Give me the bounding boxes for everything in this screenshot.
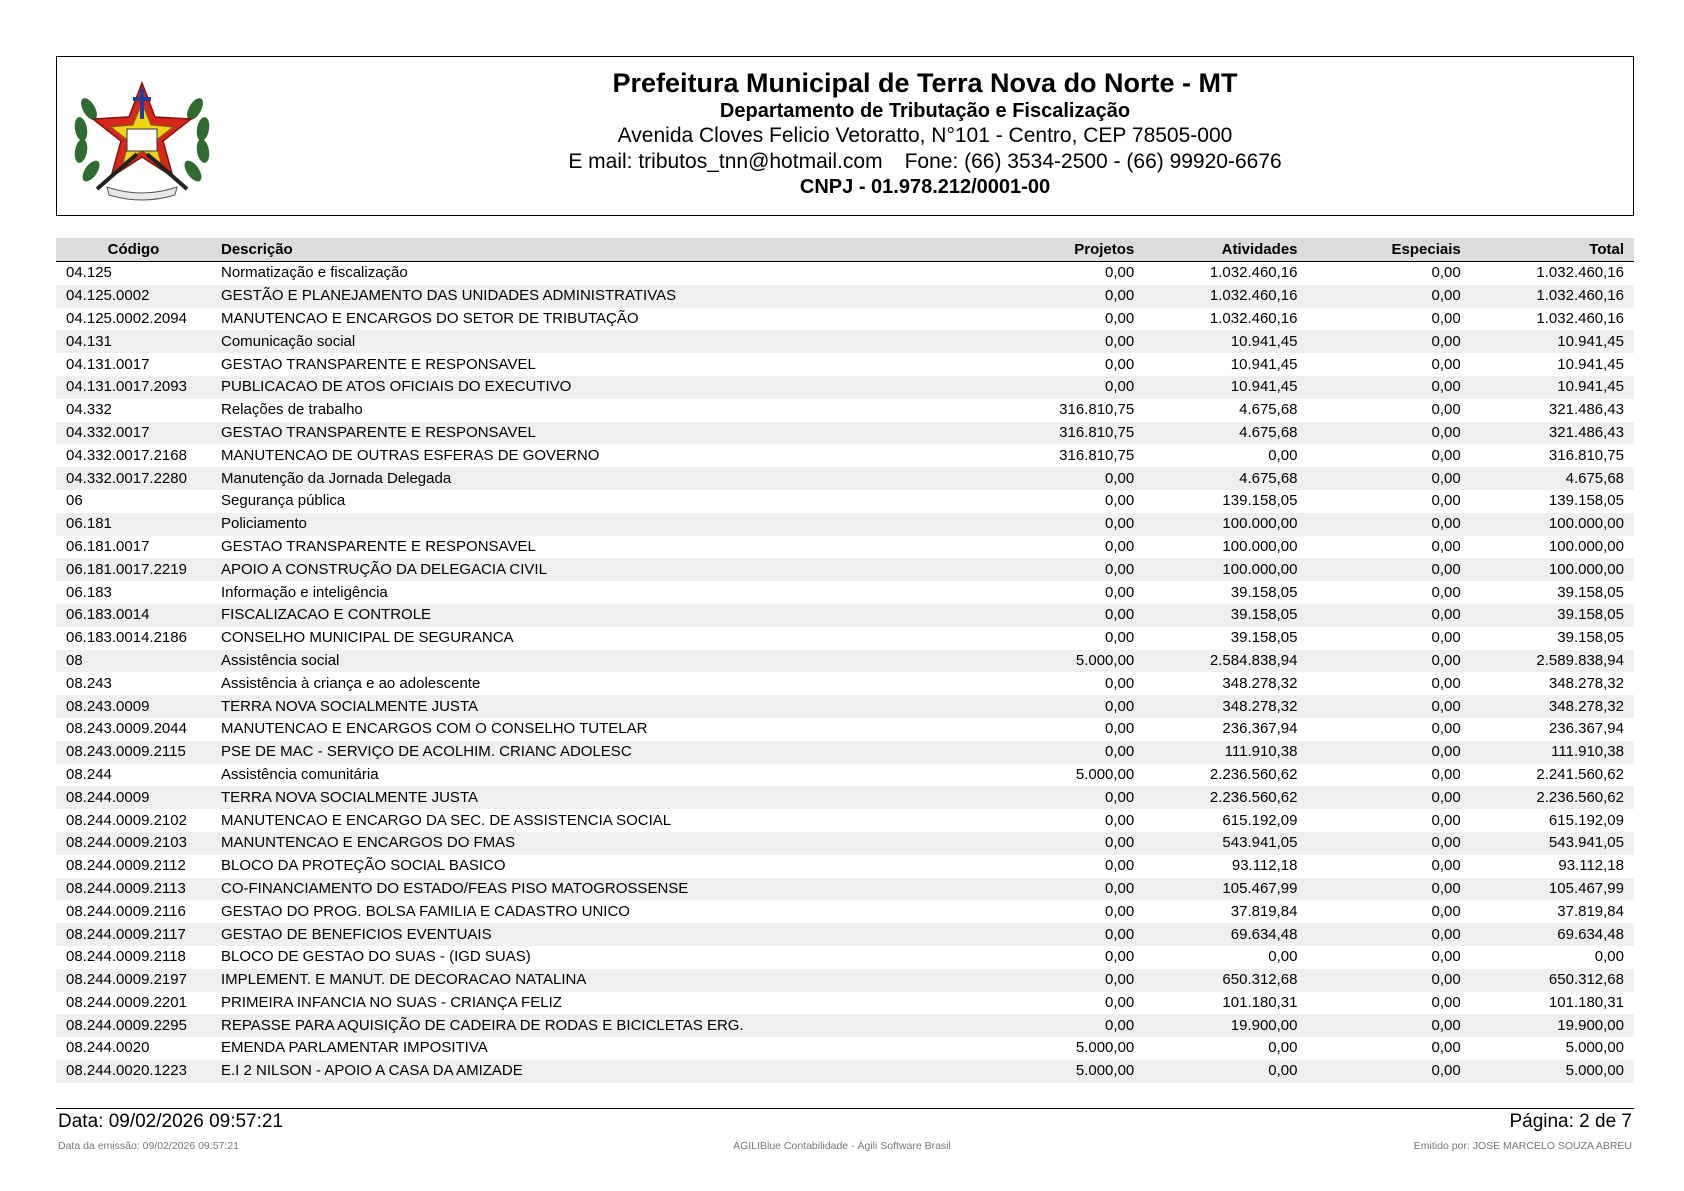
cell-total: 37.819,84	[1557, 902, 1624, 920]
cell-total: 236.367,94	[1548, 720, 1624, 738]
cell-descricao: Normatização e fiscalização	[221, 264, 408, 282]
cell-atividades: 0,00	[1144, 1060, 1307, 1083]
cell-codigo: 08.243.0009.2044	[66, 720, 187, 738]
cell-especiais: 0,00	[1308, 741, 1471, 764]
address-line: Avenida Cloves Felicio Vetoratto, N°101 - Centro, CEP 78505-000	[617, 124, 1233, 147]
report-header	[56, 56, 1634, 216]
table-row	[56, 878, 1634, 901]
cell-projetos: 0,00	[1105, 629, 1135, 647]
cell-projetos: 0,00	[1105, 857, 1135, 875]
table-row	[56, 832, 1634, 855]
cell-descricao: IMPLEMENT. E MANUT. DE DECORACAO NATALINA	[211, 969, 981, 992]
cell-projetos: 0,00	[1105, 583, 1135, 601]
cell-descricao: BLOCO DE GESTAO DO SUAS - (IGD SUAS)	[221, 948, 531, 966]
cell-especiais: 0,00	[1431, 857, 1461, 875]
table-row	[56, 1014, 1634, 1037]
cell-descricao: EMENDA PARLAMENTAR IMPOSITIVA	[221, 1039, 488, 1057]
cell-descricao: FISCALIZACAO E CONTROLE	[211, 604, 981, 627]
cell-descricao: GESTAO DO PROG. BOLSA FAMILIA E CADASTRO UNICO	[221, 902, 630, 920]
cell-codigo: 04.131.0017.2093	[56, 376, 211, 399]
cell-descricao: TERRA NOVA SOCIALMENTE JUSTA	[211, 695, 981, 718]
cell-atividades: 37.819,84	[1230, 902, 1298, 920]
cell-especiais: 0,00	[1308, 604, 1471, 627]
cell-especiais: 0,00	[1431, 902, 1461, 920]
table-row	[56, 695, 1634, 718]
cell-atividades: 615.192,09	[1222, 811, 1298, 829]
cell-projetos: 0,00	[1105, 811, 1135, 829]
cell-total: 348.278,32	[1471, 695, 1634, 718]
cell-codigo: 04.125.0002.2094	[66, 309, 187, 327]
cell-especiais: 0,00	[1431, 583, 1461, 601]
table-row	[56, 513, 1634, 536]
cell-descricao: Comunicação social	[211, 330, 981, 353]
table-row	[56, 900, 1634, 923]
cell-projetos: 0,00	[981, 969, 1144, 992]
cell-projetos: 5.000,00	[1075, 1039, 1135, 1057]
cell-atividades: 100.000,00	[1144, 558, 1307, 581]
cell-descricao: CO-FINANCIAMENTO DO ESTADO/FEAS PISO MATOGROSSENSE	[211, 878, 981, 901]
table-row	[56, 285, 1634, 308]
cell-total: 100.000,00	[1471, 558, 1634, 581]
cell-especiais: 0,00	[1308, 832, 1471, 855]
cell-total: 348.278,32	[1548, 674, 1624, 692]
table-row	[56, 764, 1634, 787]
cell-projetos: 0,00	[1105, 492, 1135, 510]
cell-codigo: 04.332.0017.2168	[66, 446, 187, 464]
cell-total: 2.589.838,94	[1471, 650, 1634, 673]
cell-projetos: 5.000,00	[981, 650, 1144, 673]
cell-especiais: 0,00	[1431, 355, 1461, 373]
cell-descricao: Assistência social	[211, 650, 981, 673]
header-text-block	[257, 67, 1593, 200]
cell-total: 1.032.460,16	[1536, 264, 1624, 282]
table-row	[56, 650, 1634, 673]
table-row	[56, 969, 1634, 992]
table-row	[56, 399, 1634, 422]
cell-codigo: 04.332	[66, 401, 112, 419]
cell-codigo: 08.243	[66, 674, 112, 692]
column-header-atividades: Atividades	[1144, 238, 1307, 262]
cell-descricao: GESTAO TRANSPARENTE E RESPONSAVEL	[211, 422, 981, 445]
cell-total: 10.941,45	[1557, 355, 1624, 373]
cell-codigo: 04.131.0017	[66, 355, 150, 373]
cell-codigo: 06.183	[66, 583, 112, 601]
column-header-codigo: Código	[56, 238, 211, 262]
cell-descricao: PRIMEIRA INFANCIA NO SUAS - CRIANÇA FELIZ	[221, 993, 562, 1011]
cell-descricao: E.I 2 NILSON - APOIO A CASA DA AMIZADE	[211, 1060, 981, 1083]
table-row	[56, 923, 1634, 946]
cell-atividades: 0,00	[1268, 1039, 1298, 1057]
cell-codigo: 08.243.0009.2115	[56, 741, 211, 764]
cell-atividades: 105.467,99	[1144, 878, 1307, 901]
cell-projetos: 0,00	[981, 604, 1144, 627]
cell-atividades: 69.634,48	[1144, 923, 1307, 946]
cell-descricao: Informação e inteligência	[221, 583, 388, 601]
cell-total: 615.192,09	[1548, 811, 1624, 829]
cell-atividades: 93.112,18	[1231, 857, 1298, 875]
cell-projetos: 5.000,00	[981, 1060, 1144, 1083]
cell-especiais: 0,00	[1431, 993, 1461, 1011]
cell-total: 19.900,00	[1471, 1014, 1634, 1037]
cell-atividades: 2.236.560,62	[1209, 765, 1298, 783]
table-header-row	[56, 238, 1634, 262]
cell-atividades: 10.941,45	[1144, 376, 1307, 399]
table-row	[56, 946, 1634, 969]
cell-codigo: 04.125.0002	[56, 285, 211, 308]
cell-projetos: 0,00	[981, 786, 1144, 809]
table-row	[56, 536, 1634, 559]
cell-projetos: 0,00	[1105, 355, 1135, 373]
budget-table-container	[56, 238, 1634, 1083]
cell-codigo: 06.183.0014	[56, 604, 211, 627]
cell-descricao: MANUTENCAO E ENCARGO DA SEC. DE ASSISTENCIA SOCIAL	[221, 811, 672, 829]
cell-especiais: 0,00	[1308, 285, 1471, 308]
cell-total: 5.000,00	[1565, 1039, 1624, 1057]
table-row	[56, 376, 1634, 399]
municipal-crest-logo	[67, 69, 217, 205]
cell-descricao: Relações de trabalho	[221, 401, 363, 419]
cell-atividades: 1.032.460,16	[1209, 264, 1298, 282]
column-header-especiais: Especiais	[1308, 238, 1471, 262]
table-row	[56, 855, 1634, 878]
cell-total: 650.312,68	[1471, 969, 1634, 992]
cell-descricao: Segurança pública	[221, 492, 346, 510]
cell-total: 39.158,05	[1557, 583, 1624, 601]
cell-total: 100.000,00	[1548, 537, 1624, 555]
issued-by: Emitido por: JOSE MARCELO SOUZA ABREU	[1413, 1140, 1632, 1152]
cell-codigo: 06.181.0017.2219	[56, 558, 211, 581]
cell-projetos: 0,00	[981, 695, 1144, 718]
cell-total: 0,00	[1594, 948, 1624, 966]
cell-descricao: Policiamento	[211, 513, 981, 536]
cell-especiais: 0,00	[1308, 513, 1471, 536]
table-row	[56, 992, 1634, 1015]
cell-total: 111.910,38	[1471, 741, 1634, 764]
cell-especiais: 0,00	[1431, 492, 1461, 510]
cell-descricao: MANUTENCAO E ENCARGOS DO SETOR DE TRIBUTAÇÃO	[221, 309, 639, 327]
cell-especiais: 0,00	[1308, 1014, 1471, 1037]
table-row	[56, 490, 1634, 513]
cell-codigo: 08.244.0009.2118	[66, 948, 186, 966]
cell-atividades: 543.941,05	[1144, 832, 1307, 855]
cell-atividades: 4.675,68	[1144, 422, 1307, 445]
cell-especiais: 0,00	[1431, 674, 1461, 692]
cell-total: 100.000,00	[1471, 513, 1634, 536]
cell-projetos: 0,00	[981, 878, 1144, 901]
cell-total: 39.158,05	[1557, 629, 1624, 647]
cell-total: 4.675,68	[1471, 467, 1634, 490]
cell-especiais: 0,00	[1308, 650, 1471, 673]
cell-descricao: BLOCO DA PROTEÇÃO SOCIAL BASICO	[221, 857, 506, 875]
table-row	[56, 262, 1634, 285]
cell-descricao: Assistência à criança e ao adolescente	[221, 674, 481, 692]
table-row	[56, 604, 1634, 627]
cell-especiais: 0,00	[1431, 629, 1461, 647]
cell-codigo: 08.244.0009.2102	[66, 811, 187, 829]
cell-total: 139.158,05	[1548, 492, 1624, 510]
cell-atividades: 650.312,68	[1144, 969, 1307, 992]
cell-total: 5.000,00	[1471, 1060, 1634, 1083]
cell-codigo: 06.183.0014.2186	[66, 629, 187, 647]
cell-codigo: 08.244	[66, 765, 112, 783]
cell-especiais: 0,00	[1308, 422, 1471, 445]
column-header-total: Total	[1471, 238, 1634, 262]
cell-projetos: 0,00	[981, 513, 1144, 536]
cell-descricao: TERRA NOVA SOCIALMENTE JUSTA	[211, 786, 981, 809]
cell-projetos: 0,00	[981, 376, 1144, 399]
table-row	[56, 1060, 1634, 1083]
phone-text: Fone: (66) 3534-2500 - (66) 99920-6676	[904, 150, 1282, 173]
cell-especiais: 0,00	[1308, 1060, 1471, 1083]
cell-codigo: 06.181	[56, 513, 211, 536]
software-credit: ÁGILIBlue Contabilidade - Ágili Software Brasil	[733, 1140, 951, 1152]
cell-atividades: 236.367,94	[1222, 720, 1298, 738]
cell-codigo: 08.244.0009.2116	[66, 902, 186, 920]
cell-projetos: 0,00	[1105, 309, 1135, 327]
cell-especiais: 0,00	[1308, 558, 1471, 581]
cell-especiais: 0,00	[1431, 309, 1461, 327]
cell-atividades: 111.910,38	[1144, 741, 1307, 764]
cell-codigo: 08.244.0020	[66, 1039, 150, 1057]
cell-atividades: 19.900,00	[1144, 1014, 1307, 1037]
cell-total: 105.467,99	[1471, 878, 1634, 901]
cell-especiais: 0,00	[1431, 948, 1461, 966]
cell-especiais: 0,00	[1308, 786, 1471, 809]
cell-atividades: 4.675,68	[1239, 401, 1298, 419]
cell-projetos: 0,00	[981, 558, 1144, 581]
table-row	[56, 809, 1634, 832]
table-row	[56, 1037, 1634, 1060]
cell-projetos: 0,00	[1105, 902, 1135, 920]
cell-codigo: 08.244.0009.2117	[56, 923, 211, 946]
cell-atividades: 139.158,05	[1222, 492, 1298, 510]
table-row	[56, 741, 1634, 764]
cell-atividades: 100.000,00	[1144, 513, 1307, 536]
cell-codigo: 08.244.0009.2103	[56, 832, 211, 855]
cell-atividades: 39.158,05	[1230, 583, 1298, 601]
page-title: Prefeitura Municipal de Terra Nova do Norte - MT	[612, 68, 1238, 98]
table-row	[56, 627, 1634, 650]
cell-atividades: 100.000,00	[1222, 537, 1298, 555]
cell-projetos: 0,00	[981, 741, 1144, 764]
cell-especiais: 0,00	[1431, 537, 1461, 555]
cell-total: 316.810,75	[1548, 446, 1624, 464]
cell-codigo: 08.244.0009.2295	[56, 1014, 211, 1037]
cell-descricao: Assistência comunitária	[221, 765, 379, 783]
department-name: Departamento de Tributação e Fiscalização	[719, 100, 1131, 122]
cell-descricao: PSE DE MAC - SERVIÇO DE ACOLHIM. CRIANC ADOLESC	[211, 741, 981, 764]
cell-descricao: GESTAO TRANSPARENTE E RESPONSAVEL	[221, 355, 536, 373]
cell-atividades: 1.032.460,16	[1209, 309, 1298, 327]
cell-especiais: 0,00	[1431, 765, 1461, 783]
cell-projetos: 0,00	[1105, 264, 1135, 282]
cell-especiais: 0,00	[1431, 446, 1461, 464]
cell-projetos: 0,00	[1105, 537, 1135, 555]
cell-descricao: MANUNTENCAO E ENCARGOS DO FMAS	[211, 832, 981, 855]
cell-total: 69.634,48	[1471, 923, 1634, 946]
cell-codigo: 04.332.0017	[56, 422, 211, 445]
table-row	[56, 718, 1634, 741]
cell-projetos: 0,00	[1105, 720, 1135, 738]
cell-projetos: 0,00	[981, 330, 1144, 353]
cell-total: 1.032.460,16	[1471, 285, 1634, 308]
cell-projetos: 0,00	[1105, 674, 1135, 692]
cell-atividades: 348.278,32	[1222, 674, 1298, 692]
cell-total: 321.486,43	[1471, 422, 1634, 445]
cell-especiais: 0,00	[1431, 1039, 1461, 1057]
cell-codigo: 08.244.0009.2201	[66, 993, 187, 1011]
cell-especiais: 0,00	[1431, 264, 1461, 282]
cell-especiais: 0,00	[1308, 969, 1471, 992]
table-row	[56, 786, 1634, 809]
page-indicator: Página: 2 de 7	[1509, 1111, 1632, 1132]
cell-atividades: 10.941,45	[1144, 330, 1307, 353]
table-row	[56, 422, 1634, 445]
cell-total: 1.032.460,16	[1536, 309, 1624, 327]
cell-especiais: 0,00	[1431, 401, 1461, 419]
cell-total: 101.180,31	[1548, 993, 1624, 1011]
cell-total: 93.112,18	[1558, 857, 1624, 875]
cell-codigo: 06.181.0017	[66, 537, 150, 555]
cell-projetos: 316.810,75	[1059, 446, 1135, 464]
cell-especiais: 0,00	[1431, 720, 1461, 738]
contact-line	[257, 149, 1593, 175]
cell-atividades: 10.941,45	[1230, 355, 1298, 373]
cell-especiais: 0,00	[1308, 376, 1471, 399]
cell-especiais: 0,00	[1431, 811, 1461, 829]
column-header-projetos: Projetos	[981, 238, 1144, 262]
cell-codigo: 04.332.0017.2280	[56, 467, 211, 490]
cell-atividades: 101.180,31	[1222, 993, 1298, 1011]
footer-date: Data: 09/02/2026 09:57:21	[58, 1111, 284, 1132]
cell-codigo: 08.244.0009.2112	[66, 857, 186, 875]
cell-total: 10.941,45	[1471, 330, 1634, 353]
cell-atividades: 1.032.460,16	[1144, 285, 1307, 308]
cell-projetos: 0,00	[1105, 948, 1135, 966]
cell-projetos: 5.000,00	[1075, 765, 1135, 783]
cell-projetos: 0,00	[981, 467, 1144, 490]
emission-date: Data da emissão: 09/02/2026 09:57:21	[58, 1140, 239, 1152]
cell-projetos: 0,00	[981, 285, 1144, 308]
cell-codigo: 04.125	[66, 264, 112, 282]
cell-total: 543.941,05	[1471, 832, 1634, 855]
cell-especiais: 0,00	[1308, 923, 1471, 946]
cell-descricao: CONSELHO MUNICIPAL DE SEGURANCA	[221, 629, 514, 647]
cell-descricao: REPASSE PARA AQUISIÇÃO DE CADEIRA DE RODAS E BICICLETAS ERG.	[211, 1014, 981, 1037]
cnpj-line: CNPJ - 01.978.212/0001-00	[799, 176, 1051, 198]
cell-codigo: 08.243.0009	[56, 695, 211, 718]
table-row	[56, 558, 1634, 581]
cell-atividades: 39.158,05	[1230, 629, 1298, 647]
cell-total: 10.941,45	[1471, 376, 1634, 399]
cell-total: 321.486,43	[1548, 401, 1624, 419]
cell-atividades: 348.278,32	[1144, 695, 1307, 718]
cell-descricao: MANUTENCAO E ENCARGOS COM O CONSELHO TUTELAR	[221, 720, 648, 738]
table-row	[56, 672, 1634, 695]
cell-total: 2.236.560,62	[1471, 786, 1634, 809]
footer-divider	[56, 1108, 1634, 1109]
budget-table	[56, 238, 1634, 1083]
table-row	[56, 467, 1634, 490]
cell-especiais: 0,00	[1308, 330, 1471, 353]
cell-especiais: 0,00	[1308, 878, 1471, 901]
cell-projetos: 316.810,75	[981, 422, 1144, 445]
table-row	[56, 308, 1634, 331]
cell-descricao: Manutenção da Jornada Delegada	[211, 467, 981, 490]
table-row	[56, 353, 1634, 376]
cell-codigo: 04.131	[56, 330, 211, 353]
table-row	[56, 581, 1634, 604]
cell-descricao: APOIO A CONSTRUÇÃO DA DELEGACIA CIVIL	[211, 558, 981, 581]
cell-atividades: 4.675,68	[1144, 467, 1307, 490]
cell-atividades: 2.584.838,94	[1144, 650, 1307, 673]
cell-projetos: 316.810,75	[1059, 401, 1135, 419]
cell-total: 39.158,05	[1471, 604, 1634, 627]
cell-descricao: GESTAO TRANSPARENTE E RESPONSAVEL	[221, 537, 536, 555]
cell-projetos: 0,00	[981, 832, 1144, 855]
cell-descricao: MANUTENCAO DE OUTRAS ESFERAS DE GOVERNO	[221, 446, 600, 464]
cell-especiais: 0,00	[1308, 695, 1471, 718]
cell-descricao: GESTÃO E PLANEJAMENTO DAS UNIDADES ADMINISTRATIVAS	[211, 285, 981, 308]
cell-descricao: PUBLICACAO DE ATOS OFICIAIS DO EXECUTIVO	[211, 376, 981, 399]
cell-total: 2.241.560,62	[1536, 765, 1624, 783]
cell-atividades: 0,00	[1268, 446, 1298, 464]
table-row	[56, 330, 1634, 353]
cell-atividades: 2.236.560,62	[1144, 786, 1307, 809]
cell-codigo: 08.244.0009.2113	[56, 878, 211, 901]
cell-codigo: 08.244.0009.2197	[56, 969, 211, 992]
cell-codigo: 08.244.0020.1223	[56, 1060, 211, 1083]
table-row	[56, 444, 1634, 467]
cell-codigo: 06	[66, 492, 83, 510]
cell-especiais: 0,00	[1308, 467, 1471, 490]
cell-projetos: 0,00	[981, 923, 1144, 946]
cell-atividades: 0,00	[1268, 948, 1298, 966]
table-body	[56, 262, 1634, 1083]
cell-projetos: 0,00	[981, 1014, 1144, 1037]
email-text: E mail: tributos_tnn@hotmail.com	[568, 150, 883, 173]
cell-atividades: 39.158,05	[1144, 604, 1307, 627]
column-header-descricao: Descrição	[211, 238, 981, 262]
cell-codigo: 08.244.0009	[56, 786, 211, 809]
cell-projetos: 0,00	[1105, 993, 1135, 1011]
cell-descricao: GESTAO DE BENEFICIOS EVENTUAIS	[211, 923, 981, 946]
cell-codigo: 08	[56, 650, 211, 673]
